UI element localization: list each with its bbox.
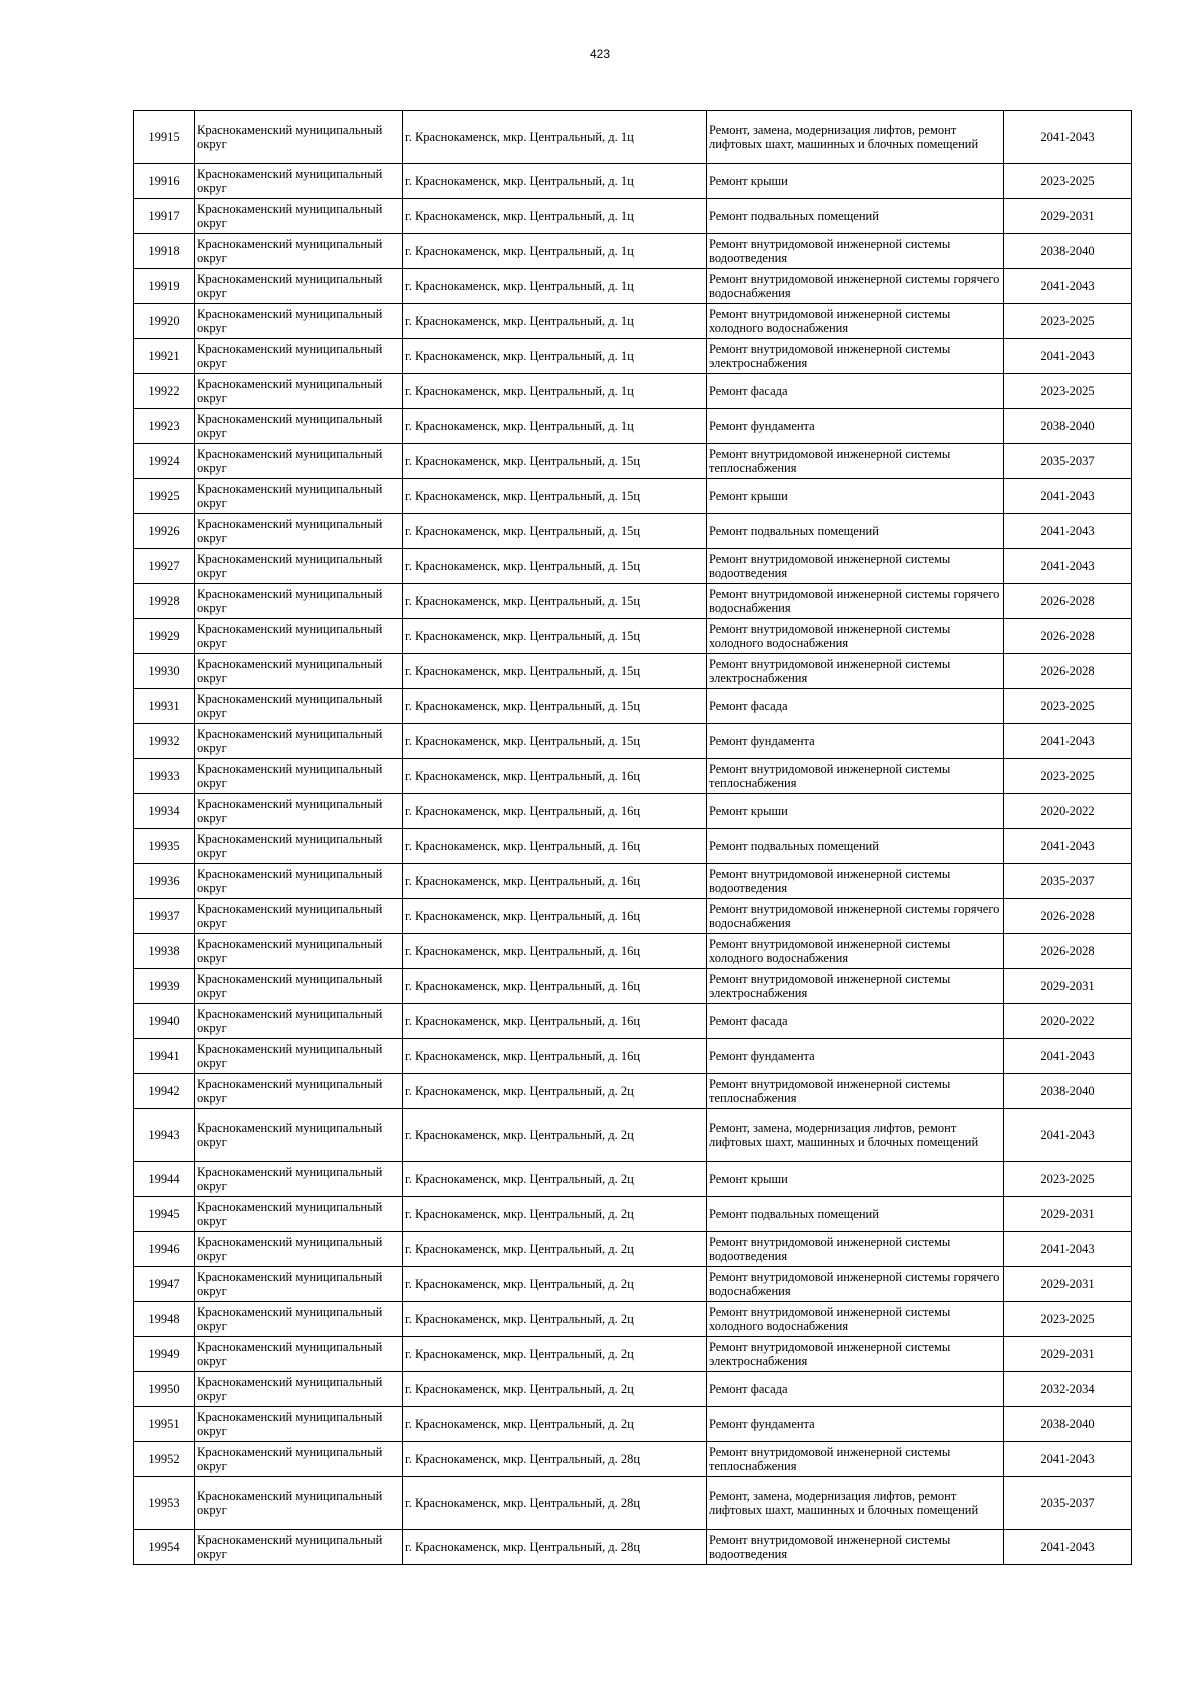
table-row (134, 409, 1132, 444)
address-cell: г. Краснокаменск, мкр. Центральный, д. 28ц (403, 1530, 707, 1565)
address-cell: г. Краснокаменск, мкр. Центральный, д. 1ц (403, 234, 707, 269)
address-cell: г. Краснокаменск, мкр. Центральный, д. 1ц (403, 199, 707, 234)
period-cell: 2023-2025 (1004, 304, 1132, 339)
municipality-cell: Краснокаменский муниципальный округ (195, 549, 403, 584)
municipality-cell: Краснокаменский муниципальный округ (195, 374, 403, 409)
period-cell: 2020-2022 (1004, 1004, 1132, 1039)
period-cell: 2041-2043 (1004, 479, 1132, 514)
row-number-cell: 19928 (134, 584, 195, 619)
municipality-cell: Краснокаменский муниципальный округ (195, 339, 403, 374)
municipality-cell: Краснокаменский муниципальный округ (195, 1267, 403, 1302)
table-row (134, 1442, 1132, 1477)
address-cell: г. Краснокаменск, мкр. Центральный, д. 2ц (403, 1302, 707, 1337)
period-cell: 2023-2025 (1004, 164, 1132, 199)
work-type-cell: Ремонт внутридомовой инженерной системы водоотведения (707, 1232, 1004, 1267)
period-cell: 2038-2040 (1004, 409, 1132, 444)
address-cell: г. Краснокаменск, мкр. Центральный, д. 15ц (403, 584, 707, 619)
table-row (134, 969, 1132, 1004)
table-row (134, 374, 1132, 409)
row-number-cell: 19924 (134, 444, 195, 479)
table-row (134, 1302, 1132, 1337)
row-number-cell: 19920 (134, 304, 195, 339)
address-cell: г. Краснокаменск, мкр. Центральный, д. 16ц (403, 794, 707, 829)
address-cell: г. Краснокаменск, мкр. Центральный, д. 2ц (403, 1372, 707, 1407)
period-cell: 2038-2040 (1004, 1407, 1132, 1442)
table-row (134, 619, 1132, 654)
address-cell: г. Краснокаменск, мкр. Центральный, д. 2ц (403, 1197, 707, 1232)
municipality-cell: Краснокаменский муниципальный округ (195, 829, 403, 864)
municipality-cell: Краснокаменский муниципальный округ (195, 111, 403, 164)
municipality-cell: Краснокаменский муниципальный округ (195, 1162, 403, 1197)
municipality-cell: Краснокаменский муниципальный округ (195, 584, 403, 619)
address-cell: г. Краснокаменск, мкр. Центральный, д. 1ц (403, 339, 707, 374)
period-cell: 2041-2043 (1004, 549, 1132, 584)
period-cell: 2023-2025 (1004, 1302, 1132, 1337)
period-cell: 2026-2028 (1004, 899, 1132, 934)
table-row (134, 1267, 1132, 1302)
work-type-cell: Ремонт внутридомовой инженерной системы холодного водоснабжения (707, 304, 1004, 339)
period-cell: 2041-2043 (1004, 111, 1132, 164)
work-type-cell: Ремонт внутридомовой инженерной системы водоотведения (707, 1530, 1004, 1565)
period-cell: 2041-2043 (1004, 1442, 1132, 1477)
period-cell: 2035-2037 (1004, 1477, 1132, 1530)
work-type-cell: Ремонт фасада (707, 689, 1004, 724)
work-type-cell: Ремонт внутридомовой инженерной системы горячего водоснабжения (707, 269, 1004, 304)
address-cell: г. Краснокаменск, мкр. Центральный, д. 2ц (403, 1337, 707, 1372)
municipality-cell: Краснокаменский муниципальный округ (195, 969, 403, 1004)
work-type-cell: Ремонт фундамента (707, 1039, 1004, 1074)
work-type-cell: Ремонт фундамента (707, 724, 1004, 759)
municipality-cell: Краснокаменский муниципальный округ (195, 654, 403, 689)
address-cell: г. Краснокаменск, мкр. Центральный, д. 15ц (403, 514, 707, 549)
table-row (134, 1039, 1132, 1074)
table-row (134, 1372, 1132, 1407)
table-row (134, 199, 1132, 234)
period-cell: 2041-2043 (1004, 339, 1132, 374)
municipality-cell: Краснокаменский муниципальный округ (195, 234, 403, 269)
period-cell: 2029-2031 (1004, 1337, 1132, 1372)
address-cell: г. Краснокаменск, мкр. Центральный, д. 15ц (403, 689, 707, 724)
municipality-cell: Краснокаменский муниципальный округ (195, 899, 403, 934)
work-type-cell: Ремонт фасада (707, 1372, 1004, 1407)
work-type-cell: Ремонт внутридомовой инженерной системы теплоснабжения (707, 759, 1004, 794)
table-row (134, 1530, 1132, 1565)
municipality-cell: Краснокаменский муниципальный округ (195, 1109, 403, 1162)
table-row (134, 1004, 1132, 1039)
municipality-cell: Краснокаменский муниципальный округ (195, 409, 403, 444)
period-cell: 2029-2031 (1004, 1197, 1132, 1232)
row-number-cell: 19918 (134, 234, 195, 269)
work-type-cell: Ремонт внутридомовой инженерной системы электроснабжения (707, 1337, 1004, 1372)
period-cell: 2041-2043 (1004, 1530, 1132, 1565)
municipality-cell: Краснокаменский муниципальный округ (195, 1074, 403, 1109)
address-cell: г. Краснокаменск, мкр. Центральный, д. 15ц (403, 654, 707, 689)
table-row (134, 339, 1132, 374)
work-type-cell: Ремонт крыши (707, 479, 1004, 514)
row-number-cell: 19935 (134, 829, 195, 864)
address-cell: г. Краснокаменск, мкр. Центральный, д. 2ц (403, 1109, 707, 1162)
table-row (134, 111, 1132, 164)
row-number-cell: 19942 (134, 1074, 195, 1109)
table-row (134, 1232, 1132, 1267)
municipality-cell: Краснокаменский муниципальный округ (195, 514, 403, 549)
municipality-cell: Краснокаменский муниципальный округ (195, 864, 403, 899)
work-type-cell: Ремонт внутридомовой инженерной системы горячего водоснабжения (707, 584, 1004, 619)
period-cell: 2029-2031 (1004, 1267, 1132, 1302)
address-cell: г. Краснокаменск, мкр. Центральный, д. 16ц (403, 934, 707, 969)
work-type-cell: Ремонт фундамента (707, 1407, 1004, 1442)
period-cell: 2041-2043 (1004, 269, 1132, 304)
row-number-cell: 19954 (134, 1530, 195, 1565)
row-number-cell: 19941 (134, 1039, 195, 1074)
period-cell: 2023-2025 (1004, 759, 1132, 794)
work-type-cell: Ремонт фасада (707, 374, 1004, 409)
municipality-cell: Краснокаменский муниципальный округ (195, 304, 403, 339)
table-row (134, 549, 1132, 584)
repair-schedule-table (133, 110, 1132, 1565)
table-row (134, 444, 1132, 479)
row-number-cell: 19946 (134, 1232, 195, 1267)
row-number-cell: 19933 (134, 759, 195, 794)
row-number-cell: 19938 (134, 934, 195, 969)
table-row (134, 304, 1132, 339)
period-cell: 2041-2043 (1004, 514, 1132, 549)
municipality-cell: Краснокаменский муниципальный округ (195, 479, 403, 514)
row-number-cell: 19939 (134, 969, 195, 1004)
table-row (134, 654, 1132, 689)
period-cell: 2023-2025 (1004, 689, 1132, 724)
period-cell: 2026-2028 (1004, 584, 1132, 619)
row-number-cell: 19944 (134, 1162, 195, 1197)
work-type-cell: Ремонт подвальных помещений (707, 199, 1004, 234)
row-number-cell: 19916 (134, 164, 195, 199)
row-number-cell: 19947 (134, 1267, 195, 1302)
period-cell: 2035-2037 (1004, 444, 1132, 479)
address-cell: г. Краснокаменск, мкр. Центральный, д. 1ц (403, 164, 707, 199)
municipality-cell: Краснокаменский муниципальный округ (195, 724, 403, 759)
address-cell: г. Краснокаменск, мкр. Центральный, д. 16ц (403, 969, 707, 1004)
period-cell: 2026-2028 (1004, 654, 1132, 689)
work-type-cell: Ремонт крыши (707, 794, 1004, 829)
municipality-cell: Краснокаменский муниципальный округ (195, 1372, 403, 1407)
work-type-cell: Ремонт внутридомовой инженерной системы теплоснабжения (707, 1074, 1004, 1109)
period-cell: 2041-2043 (1004, 724, 1132, 759)
address-cell: г. Краснокаменск, мкр. Центральный, д. 15ц (403, 444, 707, 479)
period-cell: 2035-2037 (1004, 864, 1132, 899)
work-type-cell: Ремонт внутридомовой инженерной системы теплоснабжения (707, 1442, 1004, 1477)
row-number-cell: 19953 (134, 1477, 195, 1530)
table-row (134, 164, 1132, 199)
address-cell: г. Краснокаменск, мкр. Центральный, д. 1ц (403, 269, 707, 304)
row-number-cell: 19930 (134, 654, 195, 689)
municipality-cell: Краснокаменский муниципальный округ (195, 1232, 403, 1267)
municipality-cell: Краснокаменский муниципальный округ (195, 444, 403, 479)
work-type-cell: Ремонт внутридомовой инженерной системы горячего водоснабжения (707, 1267, 1004, 1302)
municipality-cell: Краснокаменский муниципальный округ (195, 269, 403, 304)
row-number-cell: 19925 (134, 479, 195, 514)
period-cell: 2029-2031 (1004, 199, 1132, 234)
period-cell: 2023-2025 (1004, 374, 1132, 409)
address-cell: г. Краснокаменск, мкр. Центральный, д. 1ц (403, 304, 707, 339)
table-row (134, 1197, 1132, 1232)
work-type-cell: Ремонт подвальных помещений (707, 514, 1004, 549)
row-number-cell: 19922 (134, 374, 195, 409)
work-type-cell: Ремонт внутридомовой инженерной системы водоотведения (707, 549, 1004, 584)
period-cell: 2038-2040 (1004, 1074, 1132, 1109)
work-type-cell: Ремонт внутридомовой инженерной системы холодного водоснабжения (707, 619, 1004, 654)
page-number: 423 (589, 47, 611, 61)
address-cell: г. Краснокаменск, мкр. Центральный, д. 16ц (403, 759, 707, 794)
address-cell: г. Краснокаменск, мкр. Центральный, д. 28ц (403, 1442, 707, 1477)
address-cell: г. Краснокаменск, мкр. Центральный, д. 16ц (403, 1004, 707, 1039)
municipality-cell: Краснокаменский муниципальный округ (195, 1039, 403, 1074)
address-cell: г. Краснокаменск, мкр. Центральный, д. 15ц (403, 479, 707, 514)
row-number-cell: 19923 (134, 409, 195, 444)
municipality-cell: Краснокаменский муниципальный округ (195, 1004, 403, 1039)
municipality-cell: Краснокаменский муниципальный округ (195, 1442, 403, 1477)
address-cell: г. Краснокаменск, мкр. Центральный, д. 15ц (403, 619, 707, 654)
row-number-cell: 19934 (134, 794, 195, 829)
row-number-cell: 19948 (134, 1302, 195, 1337)
municipality-cell: Краснокаменский муниципальный округ (195, 1302, 403, 1337)
row-number-cell: 19940 (134, 1004, 195, 1039)
row-number-cell: 19932 (134, 724, 195, 759)
period-cell: 2020-2022 (1004, 794, 1132, 829)
row-number-cell: 19943 (134, 1109, 195, 1162)
work-type-cell: Ремонт, замена, модернизация лифтов, ремонт лифтовых шахт, машинных и блочных помещений (707, 111, 1004, 164)
row-number-cell: 19919 (134, 269, 195, 304)
work-type-cell: Ремонт внутридомовой инженерной системы водоотведения (707, 234, 1004, 269)
municipality-cell: Краснокаменский муниципальный округ (195, 689, 403, 724)
table-row (134, 934, 1132, 969)
period-cell: 2026-2028 (1004, 619, 1132, 654)
address-cell: г. Краснокаменск, мкр. Центральный, д. 2ц (403, 1074, 707, 1109)
work-type-cell: Ремонт внутридомовой инженерной системы электроснабжения (707, 654, 1004, 689)
work-type-cell: Ремонт внутридомовой инженерной системы водоотведения (707, 864, 1004, 899)
period-cell: 2038-2040 (1004, 234, 1132, 269)
row-number-cell: 19929 (134, 619, 195, 654)
table-row (134, 1162, 1132, 1197)
address-cell: г. Краснокаменск, мкр. Центральный, д. 16ц (403, 899, 707, 934)
row-number-cell: 19915 (134, 111, 195, 164)
table-row (134, 1337, 1132, 1372)
work-type-cell: Ремонт фасада (707, 1004, 1004, 1039)
table-row (134, 269, 1132, 304)
table-row (134, 1477, 1132, 1530)
table-row (134, 829, 1132, 864)
table-row (134, 479, 1132, 514)
address-cell: г. Краснокаменск, мкр. Центральный, д. 1ц (403, 111, 707, 164)
row-number-cell: 19936 (134, 864, 195, 899)
work-type-cell: Ремонт крыши (707, 1162, 1004, 1197)
address-cell: г. Краснокаменск, мкр. Центральный, д. 1ц (403, 409, 707, 444)
row-number-cell: 19921 (134, 339, 195, 374)
row-number-cell: 19931 (134, 689, 195, 724)
table-row (134, 864, 1132, 899)
municipality-cell: Краснокаменский муниципальный округ (195, 619, 403, 654)
row-number-cell: 19945 (134, 1197, 195, 1232)
row-number-cell: 19951 (134, 1407, 195, 1442)
table-row (134, 1407, 1132, 1442)
row-number-cell: 19917 (134, 199, 195, 234)
work-type-cell: Ремонт внутридомовой инженерной системы электроснабжения (707, 969, 1004, 1004)
period-cell: 2023-2025 (1004, 1162, 1132, 1197)
work-type-cell: Ремонт внутридомовой инженерной системы холодного водоснабжения (707, 934, 1004, 969)
municipality-cell: Краснокаменский муниципальный округ (195, 1337, 403, 1372)
address-cell: г. Краснокаменск, мкр. Центральный, д. 2ц (403, 1267, 707, 1302)
work-type-cell: Ремонт подвальных помещений (707, 829, 1004, 864)
row-number-cell: 19927 (134, 549, 195, 584)
address-cell: г. Краснокаменск, мкр. Центральный, д. 2ц (403, 1407, 707, 1442)
table-row (134, 724, 1132, 759)
municipality-cell: Краснокаменский муниципальный округ (195, 1407, 403, 1442)
table-row (134, 794, 1132, 829)
table-row (134, 759, 1132, 794)
work-type-cell: Ремонт внутридомовой инженерной системы холодного водоснабжения (707, 1302, 1004, 1337)
row-number-cell: 19926 (134, 514, 195, 549)
address-cell: г. Краснокаменск, мкр. Центральный, д. 15ц (403, 724, 707, 759)
work-type-cell: Ремонт внутридомовой инженерной системы электроснабжения (707, 339, 1004, 374)
address-cell: г. Краснокаменск, мкр. Центральный, д. 2ц (403, 1232, 707, 1267)
table-row (134, 584, 1132, 619)
municipality-cell: Краснокаменский муниципальный округ (195, 759, 403, 794)
work-type-cell: Ремонт внутридомовой инженерной системы горячего водоснабжения (707, 899, 1004, 934)
row-number-cell: 19950 (134, 1372, 195, 1407)
table-row (134, 689, 1132, 724)
address-cell: г. Краснокаменск, мкр. Центральный, д. 16ц (403, 864, 707, 899)
municipality-cell: Краснокаменский муниципальный округ (195, 794, 403, 829)
table-row (134, 1109, 1132, 1162)
period-cell: 2041-2043 (1004, 1232, 1132, 1267)
address-cell: г. Краснокаменск, мкр. Центральный, д. 1ц (403, 374, 707, 409)
address-cell: г. Краснокаменск, мкр. Центральный, д. 2ц (403, 1162, 707, 1197)
row-number-cell: 19949 (134, 1337, 195, 1372)
table-row (134, 899, 1132, 934)
municipality-cell: Краснокаменский муниципальный округ (195, 1197, 403, 1232)
municipality-cell: Краснокаменский муниципальный округ (195, 934, 403, 969)
work-type-cell: Ремонт, замена, модернизация лифтов, ремонт лифтовых шахт, машинных и блочных помещений (707, 1109, 1004, 1162)
work-type-cell: Ремонт, замена, модернизация лифтов, ремонт лифтовых шахт, машинных и блочных помещений (707, 1477, 1004, 1530)
row-number-cell: 19937 (134, 899, 195, 934)
work-type-cell: Ремонт внутридомовой инженерной системы теплоснабжения (707, 444, 1004, 479)
municipality-cell: Краснокаменский муниципальный округ (195, 164, 403, 199)
work-type-cell: Ремонт фундамента (707, 409, 1004, 444)
period-cell: 2041-2043 (1004, 1109, 1132, 1162)
row-number-cell: 19952 (134, 1442, 195, 1477)
period-cell: 2029-2031 (1004, 969, 1132, 1004)
municipality-cell: Краснокаменский муниципальный округ (195, 1477, 403, 1530)
period-cell: 2032-2034 (1004, 1372, 1132, 1407)
table-body (134, 111, 1132, 1565)
table-row (134, 1074, 1132, 1109)
address-cell: г. Краснокаменск, мкр. Центральный, д. 28ц (403, 1477, 707, 1530)
municipality-cell: Краснокаменский муниципальный округ (195, 199, 403, 234)
address-cell: г. Краснокаменск, мкр. Центральный, д. 15ц (403, 549, 707, 584)
address-cell: г. Краснокаменск, мкр. Центральный, д. 16ц (403, 829, 707, 864)
work-type-cell: Ремонт крыши (707, 164, 1004, 199)
table-row (134, 514, 1132, 549)
period-cell: 2041-2043 (1004, 1039, 1132, 1074)
table-row (134, 234, 1132, 269)
municipality-cell: Краснокаменский муниципальный округ (195, 1530, 403, 1565)
period-cell: 2026-2028 (1004, 934, 1132, 969)
period-cell: 2041-2043 (1004, 829, 1132, 864)
address-cell: г. Краснокаменск, мкр. Центральный, д. 16ц (403, 1039, 707, 1074)
work-type-cell: Ремонт подвальных помещений (707, 1197, 1004, 1232)
